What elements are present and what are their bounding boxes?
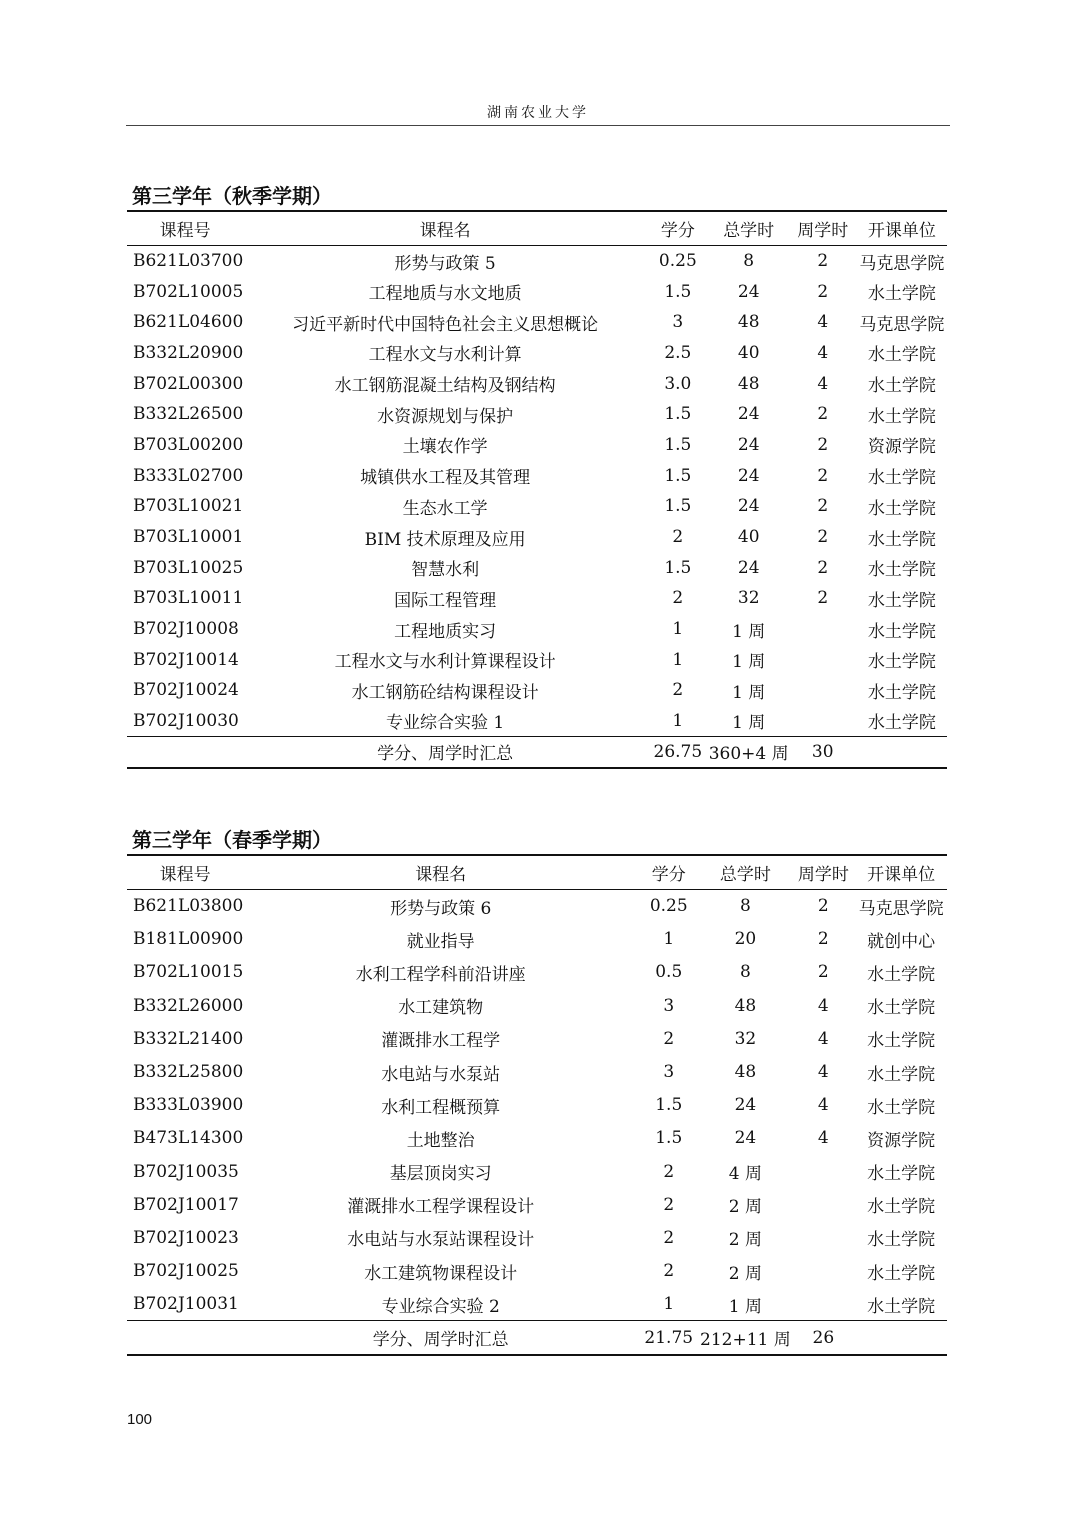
cell-weekly-hours: 2 [817, 557, 829, 578]
cell-department: 马克思学院 [858, 898, 944, 919]
cell-course-code: B702L00300 [133, 373, 244, 394]
cell-weekly-hours: 2 [817, 929, 829, 950]
cell-credits: 2 [663, 1161, 675, 1182]
section-title-autumn: 第三学年（秋季学期） [132, 184, 332, 208]
column-header-credits: 学分 [638, 855, 699, 890]
cell-course-name: 工程地质实习 [394, 621, 497, 642]
cell-course-name: 土地整治 [406, 1130, 475, 1151]
cell-total-hours: 32 [737, 588, 760, 609]
cell-course-code: B702J10031 [133, 1294, 239, 1315]
cell-credits: 1.5 [664, 434, 692, 455]
cell-course-code: B702J10035 [133, 1161, 239, 1182]
cell-weekly-hours: 4 [817, 1095, 829, 1116]
cell-department: 水土学院 [867, 1197, 936, 1218]
table-row [127, 706, 947, 737]
cell-department: 水土学院 [867, 652, 936, 673]
cell-weekly-hours: 2 [817, 527, 829, 548]
cell-credits: 1.5 [664, 281, 692, 302]
cell-total-hours: 24 [737, 281, 760, 302]
cell-weekly-hours [789, 706, 857, 737]
cell-department: 水土学院 [867, 964, 936, 985]
cell-course-name: 水工建筑物课程设计 [364, 1263, 518, 1284]
cell-credits: 3 [663, 995, 675, 1016]
table-row [127, 614, 947, 645]
summary-label: 学分、周学时汇总 [243, 1321, 638, 1355]
summary-row [127, 737, 947, 768]
cell-total-hours: 24 [737, 465, 760, 486]
column-header-course-name: 课程名 [243, 855, 638, 890]
table-row [127, 491, 947, 522]
table-row [127, 583, 947, 614]
cell-total-hours: 40 [737, 527, 760, 548]
cell-weekly-hours: 2 [817, 281, 829, 302]
cell-credits: 1 [672, 619, 684, 640]
cell-course-code: B333L03900 [133, 1095, 244, 1116]
cell-course-code: B703L10011 [133, 588, 244, 609]
cell-course-code: B703L10021 [133, 496, 244, 517]
cell-credits: 1.5 [664, 496, 692, 517]
cell-course-name: 专业综合实验 1 [386, 713, 505, 734]
cell-department: 资源学院 [867, 1130, 936, 1151]
cell-department: 水土学院 [867, 590, 936, 611]
course-table-autumn [127, 210, 947, 769]
cell-course-code: B333L02700 [133, 465, 244, 486]
column-header-course-code: 课程号 [127, 211, 243, 246]
cell-department: 水土学院 [867, 682, 936, 703]
table-row [127, 890, 947, 923]
cell-credits: 1.5 [655, 1128, 683, 1149]
column-header-total-hours: 总学时 [709, 211, 789, 246]
table-row [127, 338, 947, 369]
cell-course-code: B702J10023 [133, 1227, 239, 1248]
cell-course-code: B703L10001 [133, 527, 244, 548]
cell-department: 马克思学院 [859, 314, 945, 335]
cell-weekly-hours: 4 [817, 1028, 829, 1049]
cell-course-code: B332L20900 [133, 342, 244, 363]
table-row [127, 923, 947, 956]
cell-department: 水土学院 [867, 284, 936, 305]
cell-total-hours: 48 [737, 312, 760, 333]
cell-weekly-hours: 2 [817, 404, 829, 425]
cell-department: 水土学院 [867, 345, 936, 366]
cell-department: 水土学院 [867, 376, 936, 397]
cell-course-code: B702L10015 [133, 962, 244, 983]
table-row [127, 552, 947, 583]
table-row [127, 956, 947, 989]
cell-total-hours: 24 [734, 1128, 757, 1149]
summary-row [127, 1321, 947, 1355]
cell-credits: 2.5 [664, 342, 692, 363]
table-row [127, 399, 947, 430]
cell-credits: 1 [663, 1294, 675, 1315]
cell-weekly-hours: 2 [817, 896, 829, 917]
cell-credits: 2 [663, 1028, 675, 1049]
cell-department: 马克思学院 [859, 253, 945, 274]
cell-course-name: 灌溉排水工程学课程设计 [347, 1197, 535, 1218]
column-header-course-name: 课程名 [243, 211, 647, 246]
column-header-department: 开课单位 [855, 855, 947, 890]
table-row [127, 276, 947, 307]
cell-department: 水土学院 [867, 529, 936, 550]
cell-weekly-hours [789, 675, 857, 706]
summary-total-hours: 360+4 周 [709, 737, 789, 768]
cell-course-code: B621L03800 [133, 896, 244, 917]
cell-course-code: B702J10030 [133, 710, 239, 731]
cell-weekly-hours [791, 1255, 855, 1288]
cell-credits: 1.5 [664, 404, 692, 425]
column-header-credits: 学分 [647, 211, 709, 246]
cell-department: 水土学院 [867, 1164, 936, 1185]
cell-course-code: B703L10025 [133, 557, 244, 578]
cell-total-hours: 24 [737, 434, 760, 455]
cell-department: 水土学院 [867, 1064, 936, 1085]
cell-total-hours: 24 [737, 557, 760, 578]
cell-course-code: B702L10005 [133, 281, 244, 302]
cell-weekly-hours: 4 [817, 312, 829, 333]
cell-course-name: 水电站与水泵站课程设计 [347, 1230, 535, 1251]
cell-credits: 3 [672, 312, 684, 333]
cell-weekly-hours: 4 [817, 1062, 829, 1083]
cell-department: 水土学院 [867, 621, 936, 642]
cell-course-name: 城镇供水工程及其管理 [360, 468, 531, 489]
cell-credits: 2 [663, 1261, 675, 1282]
cell-course-name: 灌溉排水工程学 [381, 1031, 501, 1052]
table-row [127, 368, 947, 399]
cell-total-hours: 1 周 [732, 621, 766, 642]
cell-department: 资源学院 [867, 437, 936, 458]
table-row [127, 246, 947, 277]
cell-weekly-hours: 4 [817, 342, 829, 363]
cell-course-name: BIM 技术原理及应用 [364, 529, 526, 550]
column-header-department: 开课单位 [857, 211, 947, 246]
cell-total-hours: 1 周 [732, 682, 766, 703]
cell-department: 水土学院 [867, 1031, 936, 1052]
cell-course-code: B621L03700 [133, 251, 244, 272]
running-header: 湖南农业大学 [487, 105, 589, 121]
cell-course-code: B703L00200 [133, 434, 244, 455]
cell-course-code: B332L26000 [133, 995, 244, 1016]
header-rule [126, 125, 950, 126]
table-row [127, 1155, 947, 1188]
table-row [127, 1022, 947, 1055]
cell-weekly-hours: 2 [817, 962, 829, 983]
cell-total-hours: 32 [734, 1028, 757, 1049]
cell-total-hours: 48 [734, 1062, 757, 1083]
cell-course-name: 习近平新时代中国特色社会主义思想概论 [292, 314, 599, 335]
cell-total-hours: 8 [740, 896, 751, 917]
cell-department: 水土学院 [867, 1263, 936, 1284]
cell-total-hours: 24 [737, 404, 760, 425]
cell-weekly-hours [791, 1155, 855, 1188]
cell-department: 就创中心 [867, 931, 936, 952]
cell-total-hours: 24 [737, 496, 760, 517]
cell-course-code: B702J10008 [133, 619, 239, 640]
cell-total-hours: 8 [740, 962, 751, 983]
cell-weekly-hours: 2 [817, 434, 829, 455]
cell-weekly-hours: 2 [817, 251, 829, 272]
cell-department: 水土学院 [867, 1296, 936, 1317]
cell-weekly-hours [791, 1221, 855, 1254]
section-title-spring: 第三学年（春季学期） [132, 828, 332, 852]
cell-course-name: 形势与政策 6 [390, 898, 492, 919]
summary-weekly-hours: 30 [789, 737, 857, 768]
cell-weekly-hours: 4 [817, 1128, 829, 1149]
cell-credits: 1.5 [664, 465, 692, 486]
table-row [127, 460, 947, 491]
cell-course-name: 土壤农作学 [402, 437, 488, 458]
cell-total-hours: 1 周 [728, 1296, 763, 1317]
summary-label: 学分、周学时汇总 [243, 737, 647, 768]
cell-credits: 0.5 [655, 962, 683, 983]
table-row [127, 1188, 947, 1221]
cell-weekly-hours: 4 [817, 995, 829, 1016]
column-header-weekly-hours: 周学时 [789, 211, 857, 246]
cell-course-name: 智慧水利 [411, 560, 480, 581]
cell-course-name: 水利工程概预算 [381, 1097, 501, 1118]
cell-department: 水土学院 [867, 560, 936, 581]
cell-credits: 2 [672, 588, 684, 609]
cell-course-name: 工程地质与水文地质 [368, 284, 522, 305]
cell-total-hours: 48 [734, 995, 757, 1016]
cell-weekly-hours [791, 1288, 855, 1321]
cell-total-hours: 2 周 [728, 1263, 763, 1284]
cell-department: 水土学院 [867, 998, 936, 1019]
cell-course-name: 生态水工学 [402, 498, 488, 519]
cell-credits: 0.25 [649, 896, 688, 917]
table-row [127, 1255, 947, 1288]
table-row [127, 307, 947, 338]
cell-course-code: B702J10025 [133, 1261, 239, 1282]
table-row [127, 1089, 947, 1122]
cell-course-name: 水电站与水泵站 [381, 1064, 501, 1085]
cell-course-code: B332L21400 [133, 1028, 244, 1049]
table-row [127, 1288, 947, 1321]
cell-course-code: B702J10024 [133, 680, 239, 701]
cell-credits: 2 [672, 527, 684, 548]
cell-course-code: B473L14300 [133, 1128, 244, 1149]
cell-total-hours: 40 [737, 342, 760, 363]
cell-credits: 2 [672, 680, 684, 701]
cell-total-hours: 4 周 [728, 1164, 763, 1185]
cell-course-code: B702J10017 [133, 1194, 239, 1215]
cell-weekly-hours: 2 [817, 588, 829, 609]
cell-course-name: 水工钢筋混凝土结构及钢结构 [334, 376, 556, 397]
cell-total-hours: 1 周 [732, 713, 766, 734]
cell-department: 水土学院 [867, 713, 936, 734]
cell-course-name: 就业指导 [406, 931, 475, 952]
cell-credits: 1.5 [664, 557, 692, 578]
cell-credits: 0.25 [658, 251, 697, 272]
cell-course-name: 水资源规划与保护 [377, 406, 514, 427]
cell-course-name: 国际工程管理 [394, 590, 497, 611]
cell-course-name: 工程水文与水利计算课程设计 [334, 652, 556, 673]
cell-total-hours: 24 [734, 1095, 757, 1116]
cell-credits: 1 [672, 710, 684, 731]
cell-department: 水土学院 [867, 1230, 936, 1251]
page-number: 100 [127, 1411, 153, 1428]
column-header-weekly-hours: 周学时 [791, 855, 855, 890]
cell-department: 水土学院 [867, 406, 936, 427]
cell-credits: 3 [663, 1062, 675, 1083]
cell-credits: 3.0 [664, 373, 692, 394]
cell-course-code: B621L04600 [133, 312, 244, 333]
cell-total-hours: 8 [743, 251, 755, 272]
cell-course-name: 水工建筑物 [398, 998, 484, 1019]
summary-total-hours: 212+11 周 [699, 1321, 791, 1355]
table-row [127, 644, 947, 675]
summary-weekly-hours: 26 [791, 1321, 855, 1355]
cell-weekly-hours: 4 [817, 373, 829, 394]
cell-course-name: 工程水文与水利计算 [368, 345, 522, 366]
cell-total-hours: 2 周 [728, 1197, 763, 1218]
table-row [127, 675, 947, 706]
summary-credits: 26.75 [647, 737, 709, 768]
course-table-spring [127, 854, 947, 1356]
cell-course-name: 水利工程学科前沿讲座 [355, 964, 526, 985]
column-header-total-hours: 总学时 [699, 855, 791, 890]
cell-credits: 1.5 [655, 1095, 683, 1116]
cell-course-name: 基层顶岗实习 [389, 1164, 492, 1185]
cell-credits: 1 [672, 649, 684, 670]
cell-total-hours: 2 周 [728, 1230, 763, 1251]
table-row [127, 1055, 947, 1088]
cell-course-name: 形势与政策 5 [394, 253, 496, 274]
cell-credits: 2 [663, 1227, 675, 1248]
cell-department: 水土学院 [867, 468, 936, 489]
table-row [127, 989, 947, 1022]
cell-weekly-hours [789, 614, 857, 645]
cell-course-code: B332L26500 [133, 404, 244, 425]
cell-department: 水土学院 [867, 1097, 936, 1118]
cell-course-code: B332L25800 [133, 1062, 244, 1083]
cell-total-hours: 48 [737, 373, 760, 394]
cell-department: 水土学院 [867, 498, 936, 519]
table-row [127, 522, 947, 553]
cell-weekly-hours [791, 1188, 855, 1221]
cell-weekly-hours [789, 644, 857, 675]
cell-total-hours: 1 周 [732, 652, 766, 673]
cell-total-hours: 20 [734, 929, 757, 950]
cell-credits: 2 [663, 1194, 675, 1215]
table-row [127, 1122, 947, 1155]
table-row [127, 430, 947, 461]
cell-course-name: 专业综合实验 2 [381, 1296, 500, 1317]
cell-weekly-hours: 2 [817, 465, 829, 486]
cell-course-name: 水工钢筋砼结构课程设计 [351, 682, 539, 703]
cell-credits: 1 [663, 929, 675, 950]
column-header-course-code: 课程号 [127, 855, 243, 890]
summary-credits: 21.75 [638, 1321, 699, 1355]
cell-course-code: B181L00900 [133, 929, 244, 950]
cell-weekly-hours: 2 [817, 496, 829, 517]
cell-course-code: B702J10014 [133, 649, 239, 670]
table-row [127, 1221, 947, 1254]
